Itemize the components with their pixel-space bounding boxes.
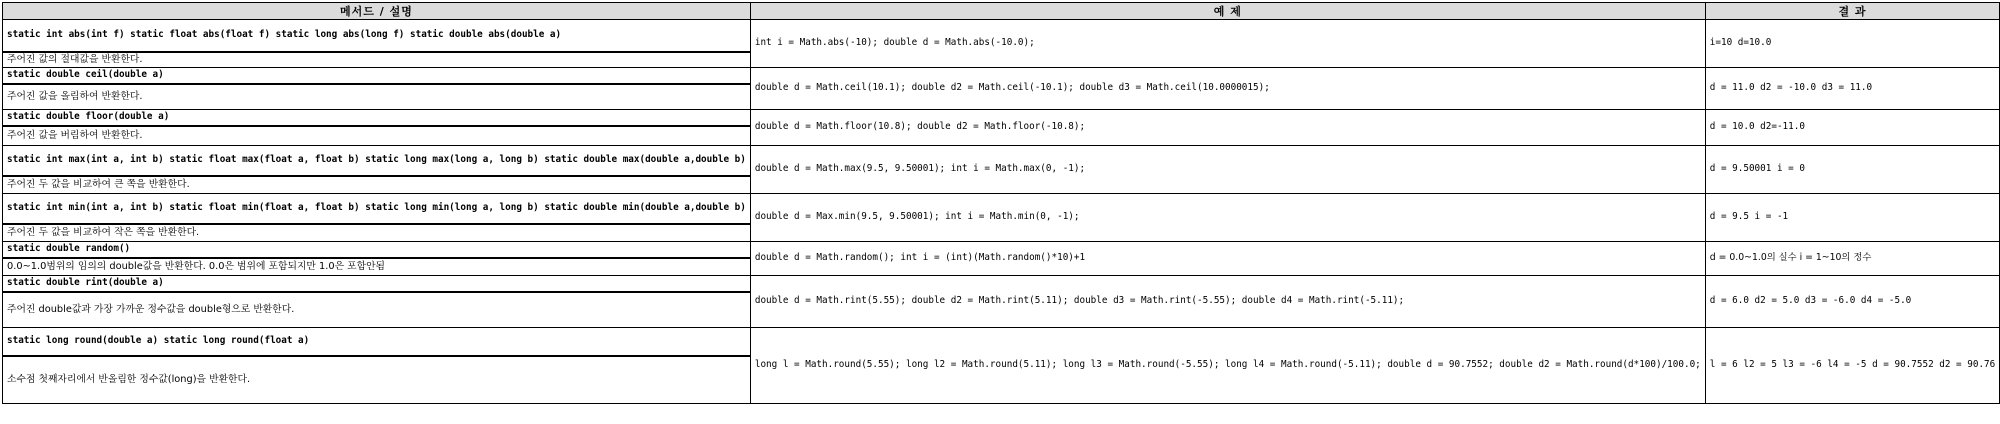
result-value: d = 11.0 d2 = -10.0 d3 = 11.0 [1705, 68, 1999, 110]
method-signature: static int max(int a, int b) static float max(float a, float b) static long max(long a, long b) static double max(double a,double b) [3, 146, 751, 176]
result-value: d = 10.0 d2=-11.0 [1705, 110, 1999, 146]
method-signature: static double floor(double a) [3, 110, 751, 126]
method-description: 주어진 값을 올림하여 반환한다. [3, 84, 751, 110]
table-row-max [3, 146, 2000, 176]
result-value: l = 6 l2 = 5 l3 = -6 l4 = -5 d = 90.7552 d2 = 90.76 [1705, 328, 1999, 404]
table-row-floor [3, 110, 2000, 126]
method-description: 주어진 값을 버림하여 반환한다. [3, 126, 751, 146]
result-value: i=10 d=10.0 [1705, 20, 1999, 68]
method-description: 주어진 두 값을 비교하여 작은 쪽을 반환한다. [3, 224, 751, 242]
example-code: double d = Math.ceil(10.1); double d2 = Math.ceil(-10.1); double d3 = Math.ceil(10.0000015); [750, 68, 1705, 110]
result-value: d = 9.50001 i = 0 [1705, 146, 1999, 194]
result-value: d = 9.5 i = -1 [1705, 194, 1999, 242]
method-signature: static int min(int a, int b) static float min(float a, float b) static long min(long a, long b) static double min(double a,double b) [3, 194, 751, 224]
example-code: long l = Math.round(5.55); long l2 = Math.round(5.11); long l3 = Math.round(-5.55); long l4 = Math.round(-5.11); double d = 90.7552; double d2 = Math.round(d*100)/100.0; [750, 328, 1705, 404]
method-description: 0.0~1.0범위의 임의의 double값을 반환한다. 0.0은 범위에 포함되지만 1.0은 포함안됨 [3, 258, 751, 276]
method-signature: static double random() [3, 242, 751, 258]
example-code: int i = Math.abs(-10); double d = Math.abs(-10.0); [750, 20, 1705, 68]
method-description: 주어진 값의 절대값을 반환한다. [3, 52, 751, 68]
header-row [3, 3, 2000, 20]
method-signature: static double rint(double a) [3, 276, 751, 292]
example-code: double d = Math.rint(5.55); double d2 = Math.rint(5.11); double d3 = Math.rint(-5.55); double d4 = Math.rint(-5.11); [750, 276, 1705, 328]
example-code: double d = Max.min(9.5, 9.50001); int i = Math.min(0, -1); [750, 194, 1705, 242]
table-row-random [3, 242, 2000, 258]
table-row-min [3, 194, 2000, 224]
method-description: 주어진 double값과 가장 가까운 정수값을 double형으로 반환한다. [3, 292, 751, 328]
result-header: 결 과 [1705, 3, 1999, 20]
table-row-round [3, 328, 2000, 356]
example-header: 예 제 [750, 3, 1705, 20]
method-description: 주어진 두 값을 비교하여 큰 쪽을 반환한다. [3, 176, 751, 194]
math-methods-table [2, 2, 2000, 404]
method-description-header: 메서드 / 설명 [3, 3, 751, 20]
table-row-abs [3, 20, 2000, 52]
table-row-ceil [3, 68, 2000, 84]
method-signature: static long round(double a) static long round(float a) [3, 328, 751, 356]
result-value [1705, 242, 1999, 276]
example-code: double d = Math.floor(10.8); double d2 = Math.floor(-10.8); [750, 110, 1705, 146]
method-description: 소수점 첫째자리에서 반올림한 정수값(long)을 반환한다. [3, 356, 751, 404]
method-signature: static int abs(int f) static float abs(float f) static long abs(long f) static double abs(double a) [3, 20, 751, 52]
result-value: d = 6.0 d2 = 5.0 d3 = -6.0 d4 = -5.0 [1705, 276, 1999, 328]
result-text: d = 0.0~1.0의 실수 i = 1~10의 정수 [1709, 252, 1872, 264]
table-row-rint [3, 276, 2000, 292]
example-code: double d = Math.random(); int i = (int)(Math.random()*10)+1 [750, 242, 1705, 276]
example-code: double d = Math.max(9.5, 9.50001); int i = Math.max(0, -1); [750, 146, 1705, 194]
method-signature: static double ceil(double a) [3, 68, 751, 84]
table-body [3, 20, 2000, 404]
